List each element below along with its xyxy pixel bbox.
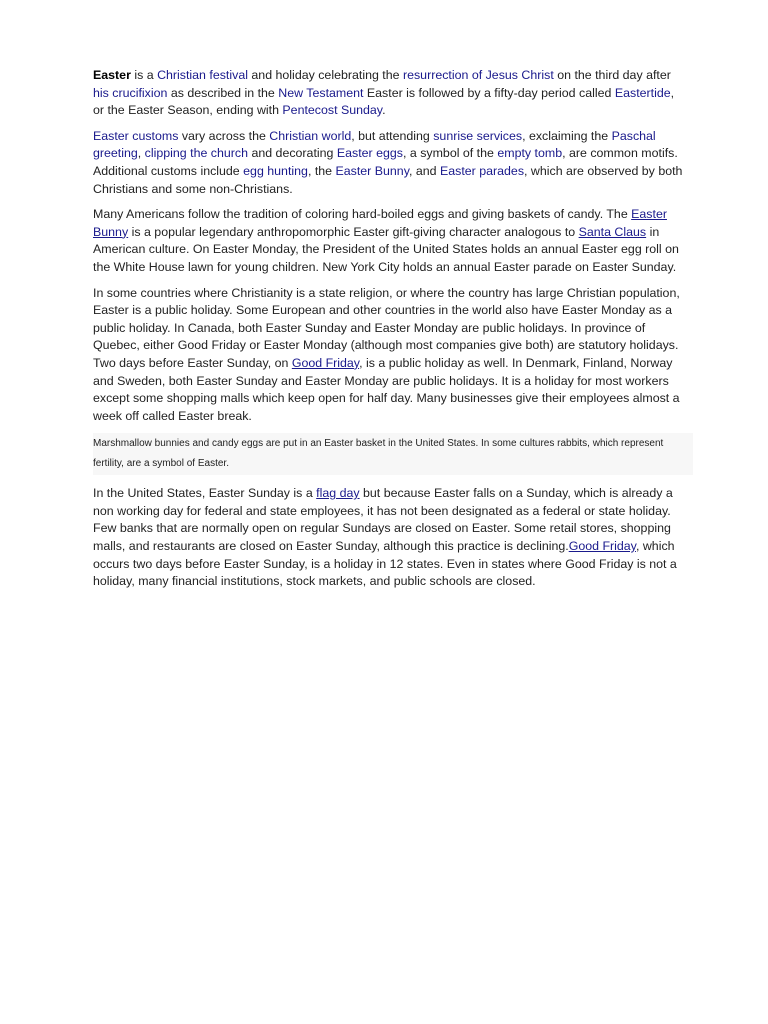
link-good-friday[interactable]: Good Friday [291, 355, 360, 370]
link-easter-parades[interactable]: Easter parades [439, 163, 525, 178]
link-good-friday-2[interactable]: Good Friday [568, 539, 636, 554]
link-resurrection[interactable]: resurrection of Jesus Christ [402, 68, 554, 82]
link-paschal-greeting[interactable]: Paschal greeting [93, 128, 656, 161]
link-easter-bunny[interactable]: Easter Bunny [335, 163, 409, 178]
link-christian-world[interactable]: Christian world [269, 128, 352, 143]
link-christian-festival[interactable]: Christian festival [157, 68, 248, 82]
link-easter-eggs[interactable]: Easter eggs [336, 146, 403, 161]
link-clipping-the-church[interactable]: clipping the church [144, 146, 248, 161]
link-pentecost-sunday[interactable]: Pentecost Sunday [282, 103, 383, 118]
paragraph-americans: Many Americans follow the tradition of coloring hard-boiled eggs and giving baskets of candy. The Easter Bunny is a popular legendary anthropomorphic Easter gift-giving character analogous to Santa Claus in American culture. On Easter Monday, the President of the United States holds an annual Easter egg roll on the White House lawn for young children. New York City holds an annual Easter parade on Easter Sunday. [93, 207, 679, 274]
link-empty-tomb[interactable]: empty tomb [497, 146, 563, 161]
image-caption: Marshmallow bunnies and candy eggs are put in an Easter basket in the United States. In some cultures rabbits, which represent fertility, are a symbol of Easter. [93, 433, 693, 475]
term-easter: Easter [93, 68, 131, 82]
link-egg-hunting[interactable]: egg hunting [243, 163, 308, 178]
link-easter-bunny-underlined[interactable]: Easter Bunny [93, 207, 667, 239]
link-eastertide[interactable]: Eastertide [614, 85, 671, 100]
paragraph-intro: Easter is a Christian festival and holiday celebrating the resurrection of Jesus Christ on the third day after his crucifixion as described in the New Testament Easter is followed by a fifty-day period called Eastertide, or the Easter Season, ending with Pentecost Sunday. [93, 68, 675, 118]
link-crucifixion[interactable]: his crucifixion [93, 85, 168, 100]
paragraph-united-states: In the United States, Easter Sunday is a flag day but because Easter falls on a Sunday, which is already a non working day for federal and state employees, it has not been designated as a federal or state holiday. Few banks that are normally open on regular Sundays are closed on Easter. Some retail stores, shopping malls, and restaurants are closed on Easter Sunday, although this practice is declining.Good Friday, which occurs two days before Easter Sunday, is a holiday in 12 states. Even in states where Good Friday is not a holiday, many financial institutions, stock markets, and public schools are closed. [93, 486, 677, 589]
article-body [93, 67, 683, 599]
link-easter-customs[interactable]: Easter customs [93, 128, 179, 143]
link-sunrise-services[interactable]: sunrise services [433, 128, 523, 143]
paragraph-public-holiday: In some countries where Christianity is a state religion, or where the country has large Christian population, Easter is a public holiday. Some European and other countries in the world also have Easter Monday as a public holiday. In Canada, both Easter Sunday and Easter Monday are public holidays. In province of Quebec, either Good Friday or Easter Monday (although most companies give both) are statutory holidays. Two days before Easter Sunday, on Good Friday, is a public holiday as well. In Denmark, Finland, Norway and Sweden, both Easter Sunday and Easter Monday are public holidays. It is a holiday for most workers except some shopping malls which keep open for half day. Many businesses give their employees almost a week off called Easter break. [93, 285, 680, 423]
link-santa-claus[interactable]: Santa Claus [578, 224, 647, 239]
paragraph-customs: Easter customs vary across the Christian world, but attending sunrise services, exclaiming the Paschal greeting, clipping the church and decorating Easter eggs, a symbol of the empty tomb, are common motifs. Additional customs include egg hunting, the Easter Bunny, and Easter parades, which are observed by both Christians and some non-Christians. [93, 128, 683, 196]
link-flag-day[interactable]: flag day [316, 486, 360, 501]
link-new-testament[interactable]: New Testament [278, 85, 364, 100]
